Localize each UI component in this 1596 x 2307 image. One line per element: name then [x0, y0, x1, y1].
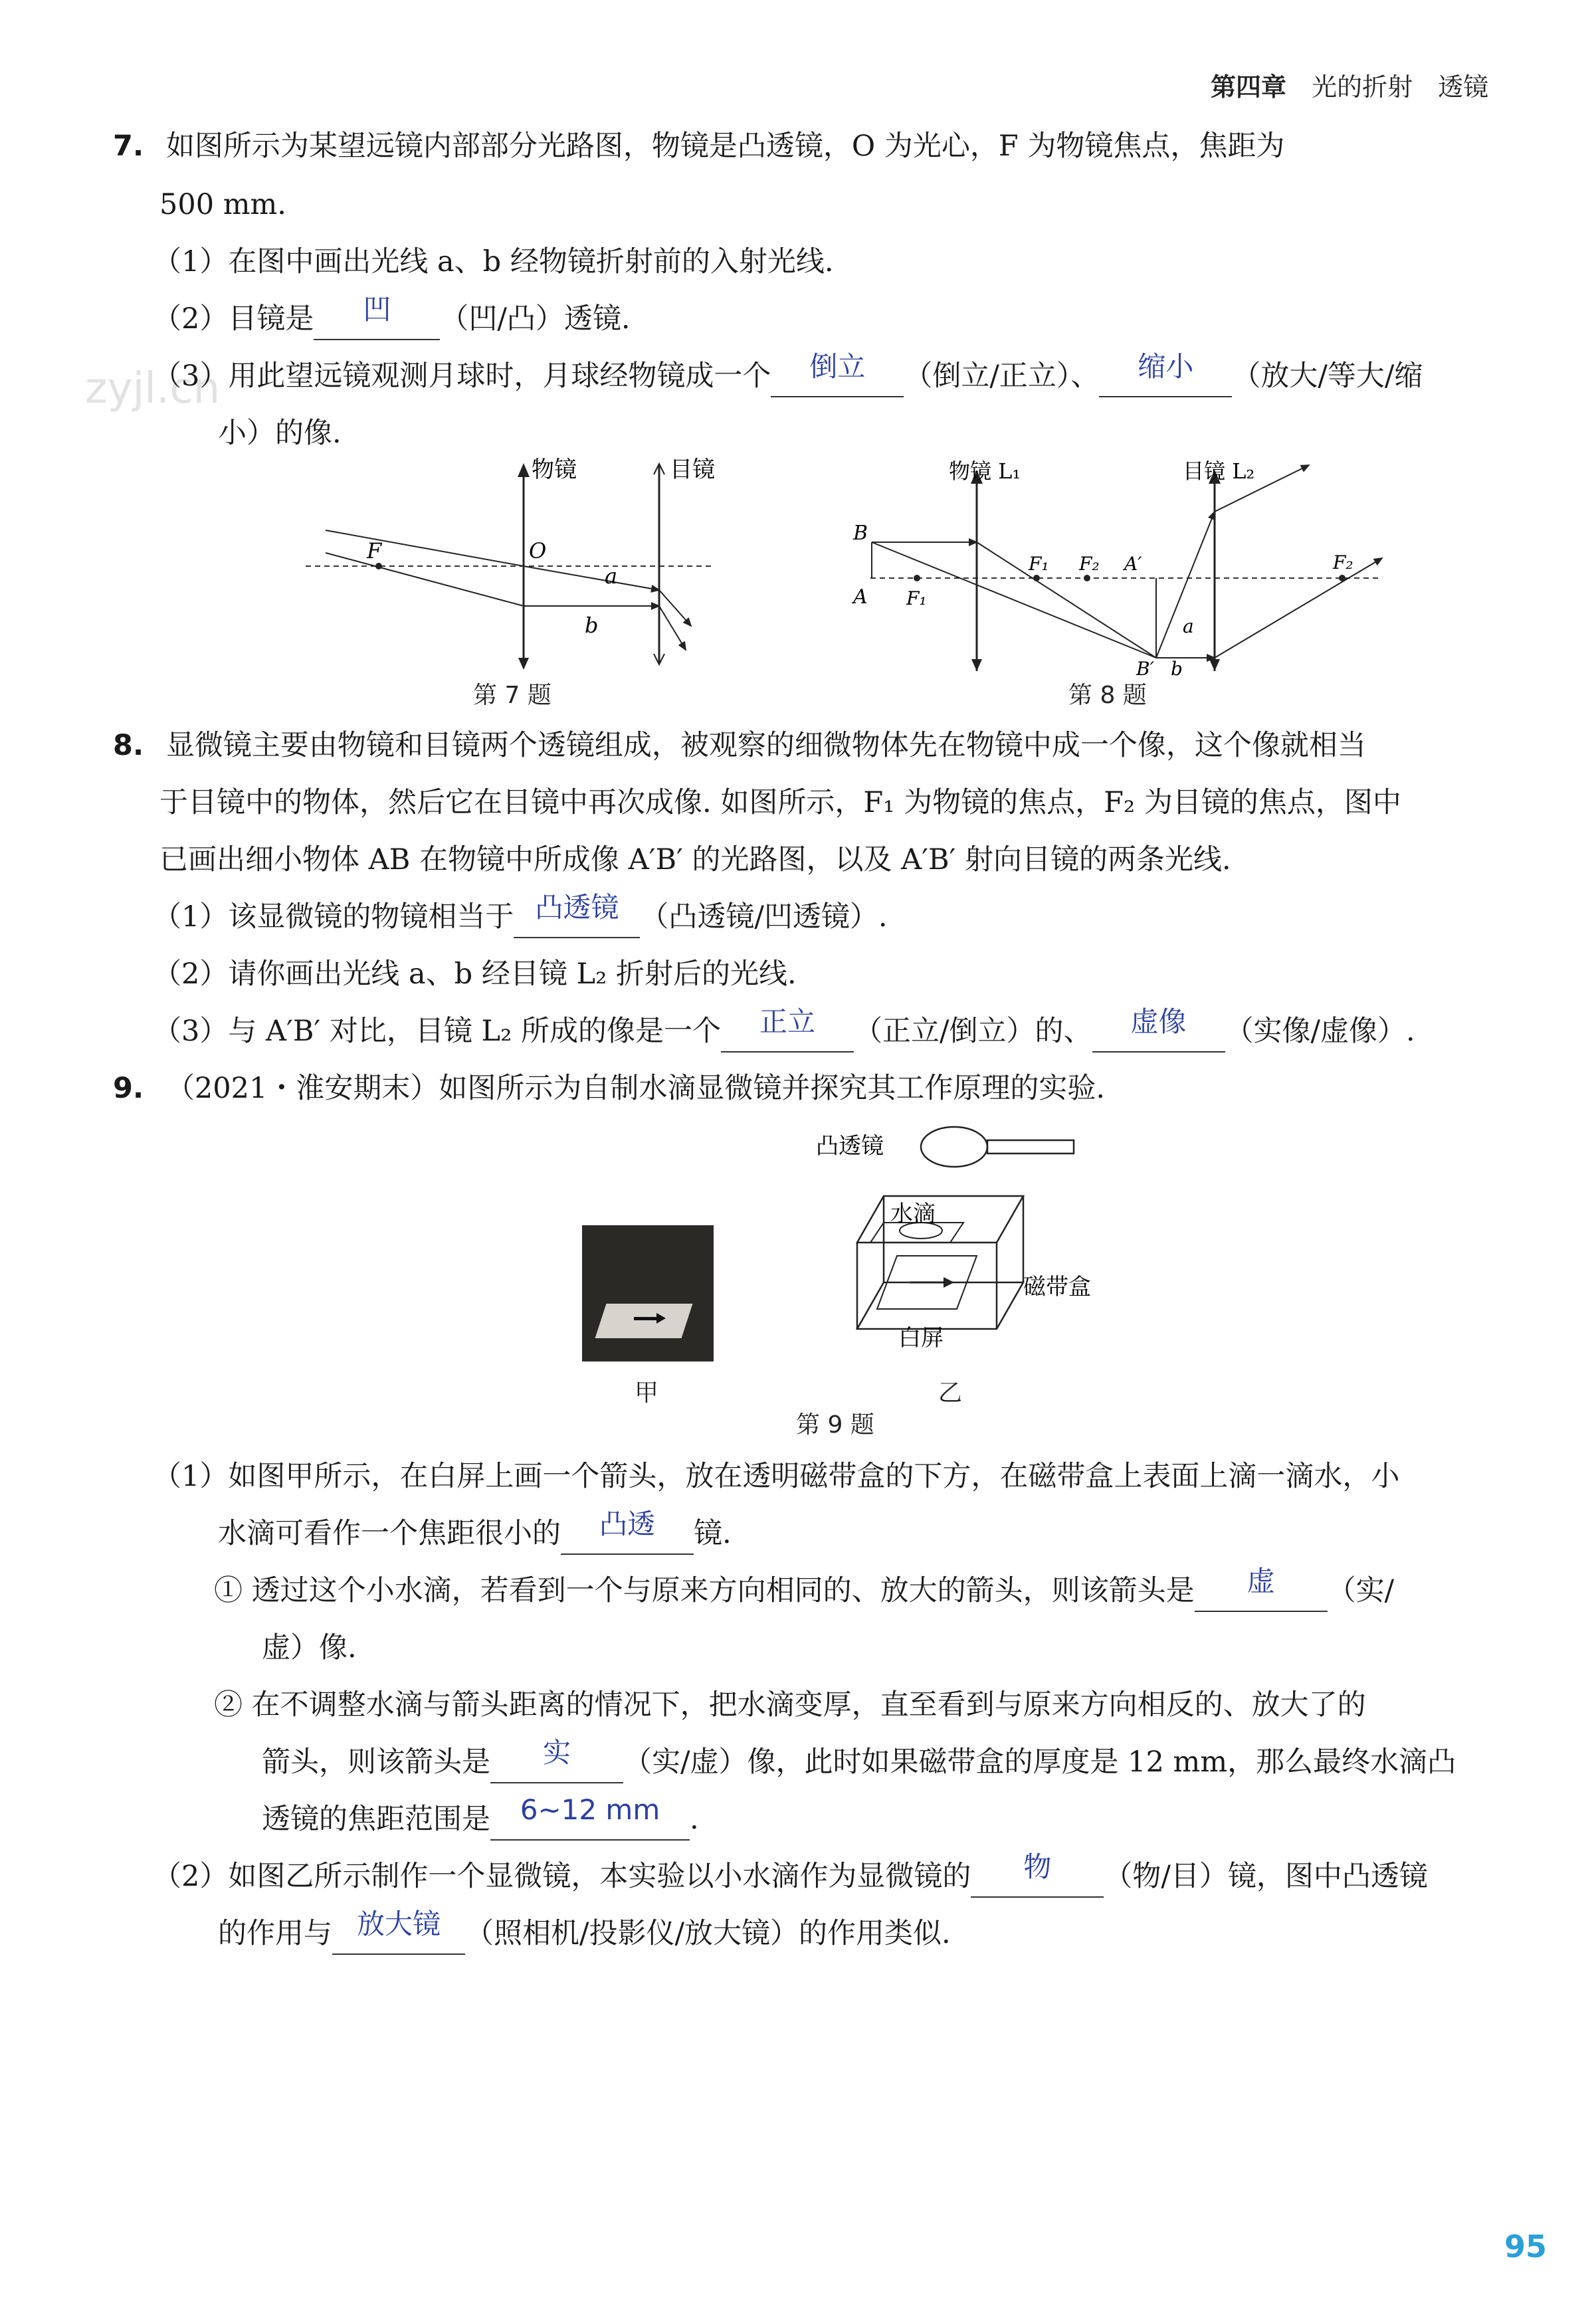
- figure-7-caption: 第 7 题: [473, 682, 551, 709]
- q8-answer-3: 虚像: [1130, 1005, 1187, 1038]
- fig9-convex-lens: [921, 1127, 987, 1167]
- q9-answer-blank-3[interactable]: [490, 1736, 623, 1783]
- q9-answer-blank-1[interactable]: [561, 1508, 694, 1555]
- fig7-label-b: b: [585, 613, 599, 638]
- fig9-drop-label: 水滴: [890, 1201, 936, 1227]
- fig9-box-top: [857, 1196, 1023, 1243]
- q9-part2-line2: 的作用与 放大镜 （照相机/投影仪/放大镜）的作用类似.: [218, 1914, 951, 1955]
- fig7-refracted-ray-2: [659, 606, 686, 650]
- figure-9-caption: 第 9 题: [796, 1411, 874, 1439]
- fig8-F2-right: [1339, 575, 1346, 581]
- fig8-objective-label: 物镜 L₁: [949, 458, 1021, 484]
- chapter-label: 第四章: [1211, 72, 1287, 102]
- fig8-eyepiece-arrow-bottom: [1209, 659, 1220, 671]
- q7-answer-blank-2[interactable]: [771, 350, 904, 397]
- fig8-label-a: a: [1183, 615, 1194, 637]
- q9-answer-blank-6[interactable]: [332, 1908, 465, 1955]
- figure-8-caption: 第 8 题: [1068, 682, 1147, 709]
- q9-answer-2: 虚: [1247, 1565, 1275, 1597]
- q9-answer-blank-5[interactable]: [971, 1851, 1104, 1898]
- q7-answer-blank-3[interactable]: [1099, 350, 1232, 397]
- fig9-arrow-shaft-photo: [634, 1317, 658, 1320]
- figure-9-diagram-yi: [797, 1116, 1143, 1395]
- q7-part1: （1）在图中画出光线 a、b 经物镜折射前的入射光线.: [153, 245, 834, 278]
- fig8-F1-left: [914, 575, 920, 581]
- q8-part3: （3）与 A′B′ 对比，目镜 L₂ 所成的像是一个 正立 （正立/倒立）的、 虚像 （实像/虚像）.: [153, 1011, 1415, 1053]
- fig8-label-F2-left: F₂: [1079, 553, 1100, 575]
- fig8-label-B: B: [853, 522, 868, 545]
- q9-part1-line2: 水滴可看作一个焦距很小的 凸透 镜.: [218, 1514, 732, 1555]
- q8-number: 8.: [113, 729, 144, 762]
- running-header: [1211, 66, 1488, 103]
- chapter-title: 光的折射 透镜: [1312, 72, 1489, 102]
- q9-circle1-line2: 虚）像.: [262, 1631, 357, 1664]
- fig7-objective-label: 物镜: [532, 456, 577, 483]
- q7-stem-line2: 500 mm.: [159, 188, 286, 221]
- fig9-box-label: 磁带盒: [1023, 1274, 1091, 1300]
- q9-number: 9.: [113, 1072, 144, 1105]
- q9-part2-line1: （2）如图乙所示制作一个显微镜，本实验以小水滴作为显微镜的 物 （物/目）镜，图中凸透镜: [153, 1856, 1428, 1898]
- q9-answer-5: 物: [1023, 1851, 1052, 1883]
- q8-part1: （1）该显微镜的物镜相当于 凸透镜 （凸透镜/凹透镜）.: [153, 897, 888, 938]
- q7-part2: （2）目镜是 凹 （凹/凸）透镜.: [153, 299, 631, 340]
- q9-answer-4: 6~12 mm: [520, 1793, 660, 1826]
- fig9-white-screen-photo: [595, 1304, 693, 1338]
- q7-number: 7.: [113, 130, 144, 163]
- q9-answer-6: 放大镜: [356, 1908, 441, 1940]
- q7-part3-line2: 小）的像.: [218, 417, 342, 450]
- fig7-label-a: a: [605, 563, 618, 589]
- q7-answer-2: 倒立: [809, 350, 866, 383]
- fig9-label-yi: 乙: [938, 1379, 963, 1407]
- fig8-F1-right: [1033, 575, 1040, 581]
- q8-stem-line2: 于目镜中的物体，然后它在目镜中再次成像. 如图所示，F₁ 为物镜的焦点，F₂ 为目镜的焦点，图中: [159, 786, 1401, 819]
- fig7-ray-a: [524, 566, 659, 590]
- fig7-label-O: O: [529, 538, 547, 563]
- q8-answer-blank-1[interactable]: [514, 891, 640, 938]
- q9-answer-blank-2[interactable]: [1195, 1565, 1328, 1612]
- fig7-refracted-ray-1: [659, 590, 691, 626]
- q9-answer-3: 实: [542, 1736, 571, 1769]
- fig7-focus-point: [375, 563, 382, 569]
- figure-8-microscope: [850, 452, 1395, 678]
- figure-7-telescope: [292, 452, 718, 678]
- q8-stem-line1: 8. 显微镜主要由物镜和目镜两个透镜组成，被观察的细微物体先在物镜中成一个像，这个像就相当: [113, 729, 1366, 762]
- q9-answer-1: 凸透: [599, 1508, 655, 1540]
- q9-circle2-line2: 箭头，则该箭头是 实 （实/虚）像，此时如果磁带盒的厚度是 12 mm，那么最终水滴凸: [262, 1742, 1456, 1783]
- q9-circle2-line3: 透镜的焦距范围是 6~12 mm .: [262, 1799, 699, 1841]
- figure-9-photo-jia: [582, 1225, 714, 1361]
- fig8-label-F1-right: F₁: [1029, 553, 1049, 575]
- q8-part2: （2）请你画出光线 a、b 经目镜 L₂ 折射后的光线.: [153, 957, 797, 991]
- fig8-refracted-b: [1215, 558, 1382, 658]
- q9-part1-line1: （1）如图甲所示，在白屏上画一个箭头，放在透明磁带盒的下方，在磁带盒上表面上滴一滴水，小: [153, 1460, 1400, 1493]
- q9-circle2-line1: ② 在不调整水滴与箭头距离的情况下，把水滴变厚，直至看到与原来方向相反的、放大了的: [214, 1688, 1366, 1722]
- fig8-objective-arrow-bottom: [971, 659, 982, 671]
- fig9-arrow-head: [944, 1277, 954, 1288]
- q7-answer-1: 凹: [363, 293, 391, 326]
- fig8-label-Bp: B′: [1136, 658, 1154, 678]
- fig9-arrow-head-photo: [656, 1313, 666, 1324]
- q7-answer-3: 缩小: [1138, 350, 1194, 383]
- q8-answer-blank-3[interactable]: [1092, 1005, 1225, 1053]
- fig7-eyepiece-label: 目镜: [670, 456, 715, 483]
- fig9-box-bottom: [857, 1282, 1023, 1329]
- q8-answer-1: 凸透镜: [535, 891, 619, 924]
- fig8-label-F2-right: F₂: [1333, 552, 1353, 573]
- fig9-lens-handle: [987, 1140, 1074, 1154]
- q9-stem: 9. （2021・淮安期末）如图所示为自制水滴显微镜并探究其工作原理的实验.: [113, 1072, 1106, 1105]
- q7-stem-line1: 7. 如图所示为某望远镜内部部分光路图，物镜是凸透镜，O 为光心，F 为物镜焦点，焦距为: [113, 130, 1285, 163]
- fig8-eyepiece-label: 目镜 L₂: [1183, 458, 1255, 484]
- q7-answer-blank-1[interactable]: [314, 293, 440, 340]
- fig9-screen-label: 白屏: [898, 1325, 944, 1352]
- q8-answer-2: 正立: [759, 1005, 816, 1038]
- fig8-F2-left: [1084, 575, 1090, 581]
- page-number: 95: [1504, 2229, 1547, 2264]
- watermark: zyjl.cn: [85, 364, 221, 413]
- fig8-label-F1-left: F₁: [906, 587, 927, 609]
- q9-circle1-line1: ① 透过这个小水滴，若看到一个与原来方向相同的、放大的箭头，则该箭头是 虚 （实/: [214, 1571, 1394, 1612]
- q9-answer-blank-4[interactable]: [490, 1793, 690, 1841]
- fig7-objective-arrow: [518, 658, 529, 670]
- fig9-label-jia: 甲: [635, 1379, 659, 1407]
- fig8-label-A: A: [853, 585, 868, 609]
- fig8-label-Ap: A′: [1124, 553, 1142, 575]
- fig9-lens-label: 凸透镜: [816, 1133, 884, 1159]
- q8-answer-blank-2[interactable]: [721, 1005, 854, 1053]
- fig7-label-F: F: [367, 538, 382, 563]
- q8-stem-line3: 已画出细小物体 AB 在物镜中所成像 A′B′ 的光路图，以及 A′B′ 射向目镜的两条光线.: [159, 843, 1231, 876]
- fig8-label-b: b: [1171, 658, 1183, 678]
- q7-part3: （3）用此望远镜观测月球时，月球经物镜成一个 倒立 （倒立/正立）、 缩小 （放大/等大/缩: [153, 356, 1423, 397]
